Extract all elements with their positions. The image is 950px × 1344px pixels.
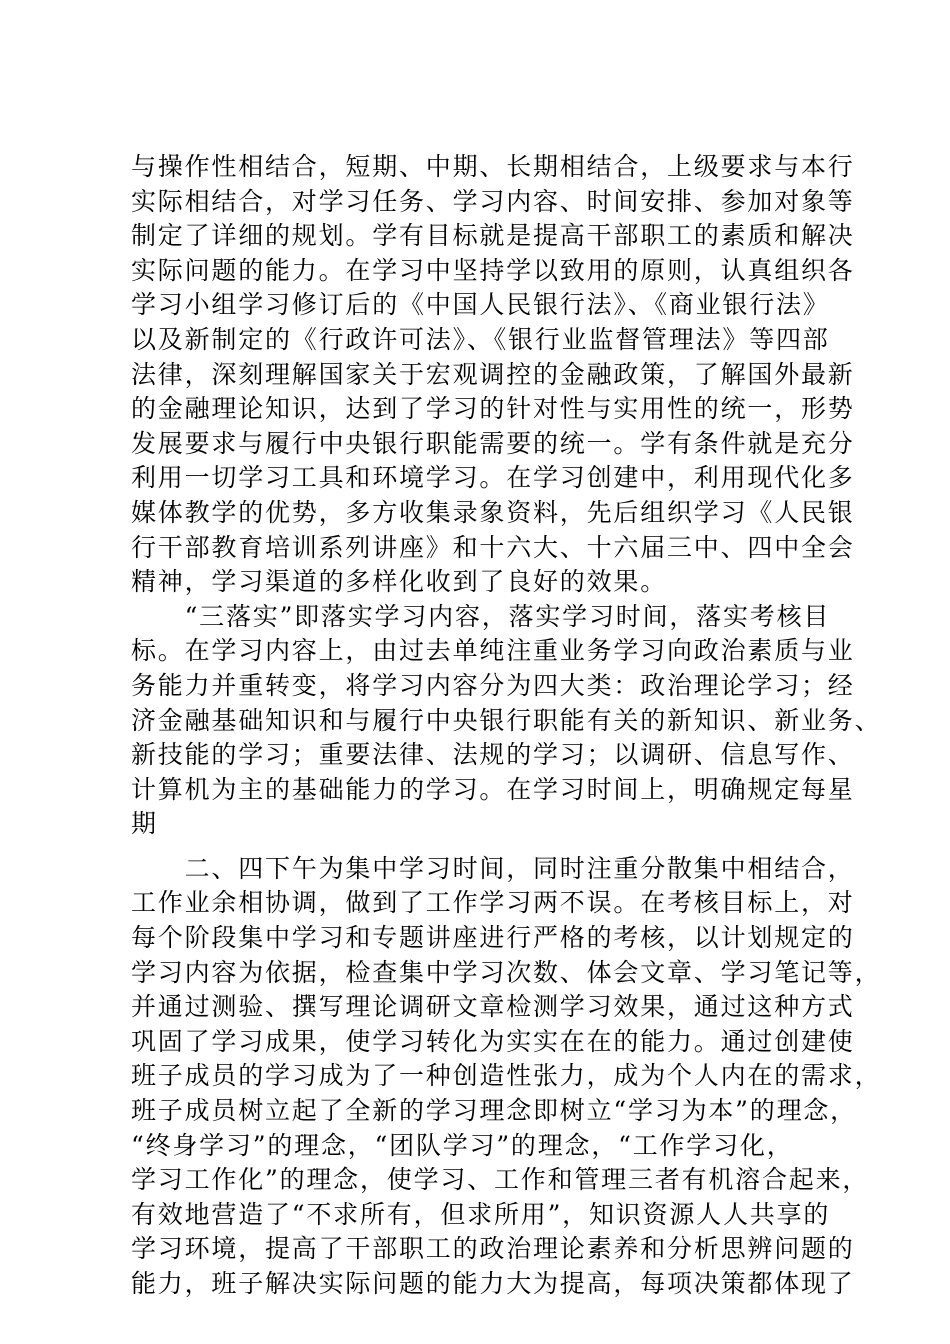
text-line: 学习内容为依据，检查集中学习次数、体会文章、学习笔记等， — [131, 957, 882, 987]
text-line: 媒体教学的优势，多方收集录象资料，先后组织学习《人民银 — [131, 497, 855, 527]
text-line: 计算机为主的基础能力的学习。在学习时间上，明确规定每星 — [131, 774, 855, 804]
document-body — [131, 150, 882, 1302]
text-line: 工作业余相协调，做到了工作学习两不误。在考核目标上，对 — [131, 888, 855, 918]
text-line: 有效地营造了“不求所有，但求所用”，知识资源人人共享的 — [131, 1199, 831, 1229]
text-line: 实际相结合，对学习任务、学习内容、时间安排、参加对象等 — [131, 186, 855, 216]
text-line: “三落实”即落实学习内容，落实学习时间，落实考核目 — [131, 601, 831, 631]
text-line: 行干部教育培训系列讲座》和十六大、十六届三中、四中全会 — [131, 532, 855, 562]
text-line: 济金融基础知识和与履行中央银行职能有关的新知识、新业务、 — [131, 705, 882, 735]
text-line: 新技能的学习；重要法律、法规的学习；以调研、信息写作、 — [131, 740, 855, 770]
text-line: 学习环境，提高了干部职工的政治理论素养和分析思辨问题的 — [131, 1234, 855, 1264]
text-line: 学习工作化”的理念，使学习、工作和管理三者有机溶合起来， — [131, 1165, 870, 1195]
text-line: 的金融理论知识，达到了学习的针对性与实用性的统一，形势 — [131, 394, 855, 424]
text-line: 班子成员树立起了全新的学习理念即树立“学习为本”的理念， — [131, 1096, 857, 1126]
text-line: 法律，深刻理解国家关于宏观调控的金融政策，了解国外最新 — [131, 359, 855, 389]
text-line: 制定了详细的规划。学有目标就是提高干部职工的素质和解决 — [131, 221, 855, 251]
text-line: 利用一切学习工具和环境学习。在学习创建中，利用现代化多 — [131, 463, 855, 493]
text-line: 以及新制定的《行政许可法》、《银行业监督管理法》等四部 — [131, 324, 830, 354]
text-line: 与操作性相结合，短期、中期、长期相结合，上级要求与本行 — [131, 152, 855, 181]
text-line: “终身学习”的理念，“团队学习”的理念，“工作学习化， — [131, 1130, 794, 1160]
text-line: 发展要求与履行中央银行职能需要的统一。学有条件就是充分 — [131, 428, 855, 458]
text-line: 二、四下午为集中学习时间，同时注重分散集中相结合， — [131, 853, 855, 883]
text-line: 期 — [131, 809, 158, 839]
text-line: 学习小组学习修订后的《中国人民银行法》、《商业银行法》 — [131, 290, 830, 320]
text-line: 每个阶段集中学习和专题讲座进行严格的考核，以计划规定的 — [131, 923, 855, 953]
text-line: 并通过测验、撰写理论调研文章检测学习效果，通过这种方式 — [131, 992, 855, 1022]
text-line: 务能力并重转变，将学习内容分为四大类：政治理论学习；经 — [131, 670, 855, 700]
text-line: 能力，班子解决实际问题的能力大为提高，每项决策都体现了 — [131, 1269, 855, 1298]
paragraph-gap — [131, 842, 861, 852]
text-line: 班子成员的学习成为了一种创造性张力，成为个人内在的需求， — [131, 1061, 882, 1091]
text-line: 巩固了学习成果，使学习转化为实实在在的能力。通过创建使 — [131, 1026, 855, 1056]
text-line: 精神，学习渠道的多样化收到了良好的效果。 — [131, 567, 668, 597]
text-line: 标。在学习内容上，由过去单纯注重业务学习向政治素质与业 — [131, 636, 855, 666]
text-line: 实际问题的能力。在学习中坚持学以致用的原则，认真组织各 — [131, 255, 855, 285]
